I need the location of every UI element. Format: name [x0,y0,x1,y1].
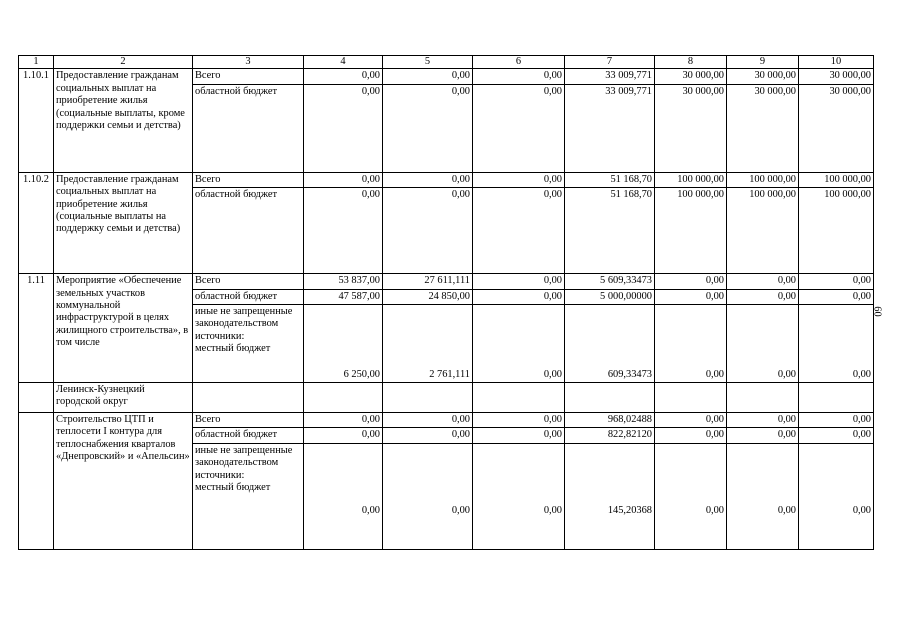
column-header: 4 [304,56,383,69]
value-cell: 0,00 [304,188,383,274]
value-cell: 0,00 [304,84,383,172]
value-cell: 0,00 [727,413,799,428]
value-cell: 0,00 [799,428,874,443]
source-cell: Всего [193,274,304,289]
value-cell: 0,00 [304,428,383,443]
value-cell: 30 000,00 [727,69,799,84]
value-cell: 0,00 [799,413,874,428]
table-row [19,274,874,289]
value-cell: 30 000,00 [799,84,874,172]
value-cell: 30 000,00 [655,69,727,84]
column-header: 5 [383,56,473,69]
source-cell: областной бюджет [193,188,304,274]
value-cell: 0,00 [727,428,799,443]
budget-table [18,55,874,550]
value-cell: 0,00 [655,305,727,383]
row-name: Предоставление гражданам социальных выплат на приобретение жилья (социальные выплаты, кроме поддержки семьи и детства) [54,69,193,172]
value-cell: 0,00 [304,443,383,549]
value-cell: 968,02488 [565,413,655,428]
value-cell: 24 850,00 [383,289,473,304]
value-cell: 47 587,00 [304,289,383,304]
value-cell: 6 250,00 [304,305,383,383]
empty-cell [565,383,655,413]
source-text: иные не запрещенные законодательством источники: [195,306,293,342]
table-row [19,172,874,187]
value-cell: 0,00 [727,443,799,549]
value-cell: 0,00 [799,274,874,289]
value-cell: 0,00 [473,84,565,172]
value-cell: 0,00 [473,172,565,187]
value-cell: 0,00 [727,289,799,304]
value-cell: 0,00 [304,172,383,187]
source-text: местный бюджет [195,482,271,494]
source-text: местный бюджет [195,343,271,355]
column-header: 2 [54,56,193,69]
value-cell: 0,00 [799,305,874,383]
row-name: Предоставление гражданам социальных выплат на приобретение жилья (социальные выплаты на поддержку семьи и детства) [54,172,193,273]
value-cell: 0,00 [304,413,383,428]
value-cell: 51 168,70 [565,172,655,187]
table-row [19,413,874,428]
value-cell: 0,00 [473,428,565,443]
row-code: 1.10.1 [19,69,54,172]
value-cell: 145,20368 [565,443,655,549]
empty-cell [19,383,54,413]
value-cell: 0,00 [383,188,473,274]
empty-cell [655,383,727,413]
source-cell [193,443,304,549]
empty-cell [799,383,874,413]
value-cell: 100 000,00 [655,188,727,274]
column-header: 7 [565,56,655,69]
value-cell: 0,00 [473,274,565,289]
value-cell: 30 000,00 [799,69,874,84]
value-cell: 33 009,771 [565,84,655,172]
source-text: иные не запрещенные законодательством источники: [195,444,293,481]
value-cell: 0,00 [383,69,473,84]
empty-cell [19,413,54,550]
value-cell: 0,00 [473,188,565,274]
value-cell: 0,00 [383,84,473,172]
row-code: 1.11 [19,274,54,383]
row-name: Мероприятие «Обеспечение земельных участков коммунальной инфраструктурой в целях жилищного строительства», в том числе [54,274,193,383]
column-header: 8 [655,56,727,69]
value-cell: 100 000,00 [727,172,799,187]
value-cell: 27 611,111 [383,274,473,289]
value-cell: 5 000,00000 [565,289,655,304]
value-cell: 0,00 [655,443,727,549]
value-cell: 0,00 [655,289,727,304]
value-cell: 0,00 [383,428,473,443]
source-cell: Всего [193,69,304,84]
value-cell: 100 000,00 [799,172,874,187]
value-cell: 0,00 [799,443,874,549]
value-cell: 5 609,33473 [565,274,655,289]
value-cell: 0,00 [473,289,565,304]
source-cell: областной бюджет [193,428,304,443]
page-number: 60 [871,306,883,317]
table-header-row [19,56,874,69]
value-cell: 0,00 [473,69,565,84]
value-cell: 822,82120 [565,428,655,443]
value-cell: 0,00 [655,413,727,428]
value-cell: 0,00 [383,413,473,428]
value-cell: 0,00 [304,69,383,84]
value-cell: 30 000,00 [655,84,727,172]
column-header: 10 [799,56,874,69]
empty-cell [727,383,799,413]
value-cell: 100 000,00 [655,172,727,187]
source-cell: областной бюджет [193,289,304,304]
value-cell: 53 837,00 [304,274,383,289]
column-header: 1 [19,56,54,69]
column-header: 6 [473,56,565,69]
table-row [19,383,874,413]
source-cell: Всего [193,413,304,428]
empty-cell [473,383,565,413]
column-header: 3 [193,56,304,69]
empty-cell [193,383,304,413]
value-cell: 0,00 [383,172,473,187]
value-cell: 0,00 [799,289,874,304]
table-row [19,69,874,84]
value-cell: 609,33473 [565,305,655,383]
value-cell: 0,00 [473,413,565,428]
value-cell: 0,00 [473,443,565,549]
value-cell: 0,00 [655,274,727,289]
district-name: Ленинск-Кузнецкий городской округ [54,383,193,413]
column-header: 9 [727,56,799,69]
source-cell: Всего [193,172,304,187]
value-cell: 0,00 [727,305,799,383]
value-cell: 2 761,111 [383,305,473,383]
row-name: Строительство ЦТП и теплосети I контура для теплоснабжения кварталов «Днепровский» и «Апельсин» [54,413,193,550]
value-cell: 100 000,00 [799,188,874,274]
value-cell: 0,00 [383,443,473,549]
empty-cell [383,383,473,413]
empty-cell [304,383,383,413]
value-cell: 0,00 [473,305,565,383]
value-cell: 51 168,70 [565,188,655,274]
value-cell: 30 000,00 [727,84,799,172]
value-cell: 0,00 [727,274,799,289]
value-cell: 33 009,771 [565,69,655,84]
row-code: 1.10.2 [19,172,54,273]
value-cell: 0,00 [655,428,727,443]
value-cell: 100 000,00 [727,188,799,274]
source-cell: областной бюджет [193,84,304,172]
source-cell [193,305,304,383]
